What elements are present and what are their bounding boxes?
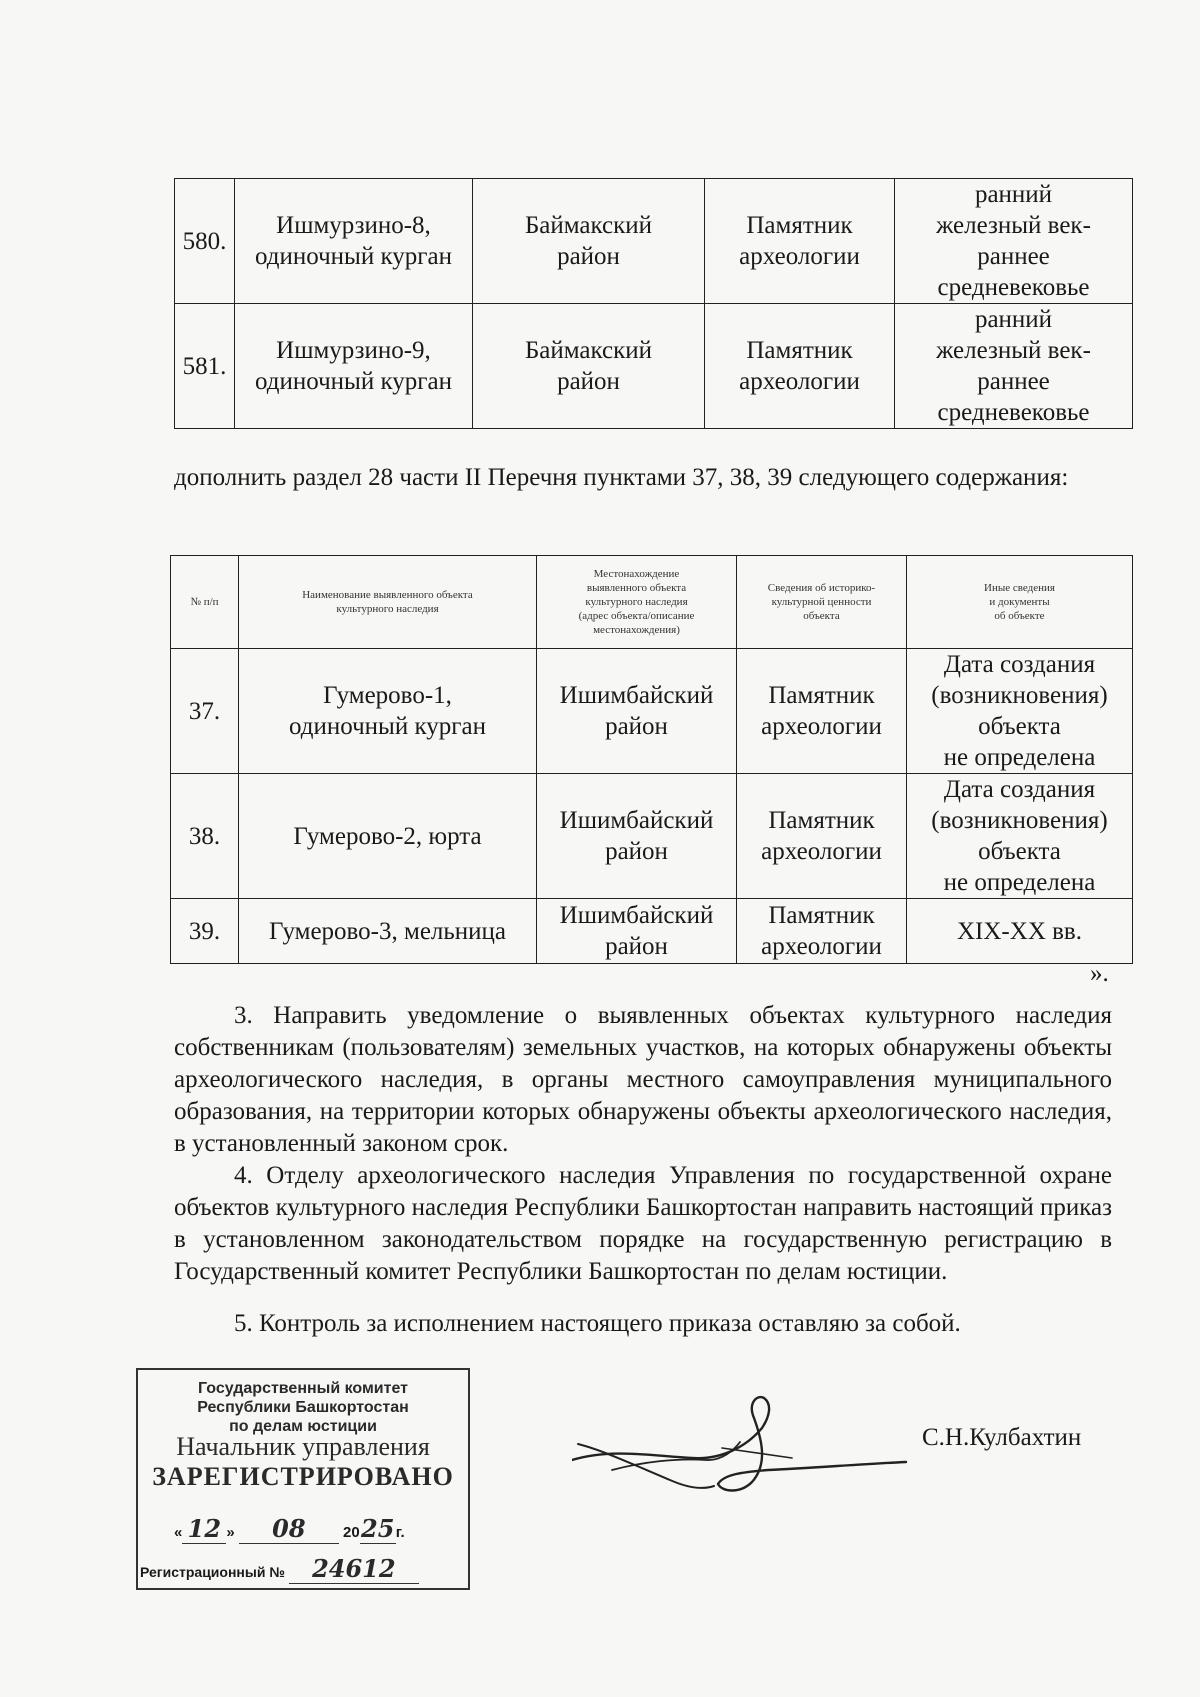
object-location: Баймакский район: [473, 179, 705, 304]
object-category: Памятник археологии: [737, 774, 907, 899]
object-name: Ишмурзино-8, одиночный курган: [235, 179, 473, 304]
stamp-org-line-2: Республики Башкортостан: [197, 1399, 409, 1416]
stamp-org-line-3: по делам юстиции: [229, 1418, 377, 1435]
header-num: № п/п: [171, 556, 239, 649]
object-category: Памятник археологии: [705, 179, 895, 304]
row-number: 37.: [171, 649, 239, 774]
stamp-org-line-1: Государственный комитет: [198, 1380, 408, 1397]
signer-name: С.Н.Кулбахтин: [922, 1424, 1082, 1451]
stamp-chief: Начальник управления: [176, 1432, 430, 1461]
object-name: Гумерово-1, одиночный курган: [239, 649, 537, 774]
table-row: [171, 774, 1133, 899]
object-name: Гумерово-3, мельница: [239, 899, 537, 964]
object-location: Ишимбайский район: [537, 649, 737, 774]
paragraph-3: 3. Направить уведомление о выявленных объектах культурного наследия собственникам (пользователям) земельных участков, на которых обнаружены объекты археологического наследия, в органы местного самоуправления муниципального образования, на территории которых обнаружены объекты археологического наследия, в установленный законом срок.: [174, 1002, 1112, 1157]
table-header-row: [171, 556, 1133, 649]
object-name: Гумерово-2, юрта: [239, 774, 537, 899]
object-info: XIX-XX вв.: [907, 899, 1133, 964]
object-location: Ишимбайский район: [537, 774, 737, 899]
table-row: [171, 899, 1133, 964]
closing-quote: ».: [1090, 960, 1109, 987]
object-location: Ишимбайский район: [537, 899, 737, 964]
stamp-reg-number: 24612: [289, 1554, 419, 1584]
stamp-date: « 12 » 08 2025г.: [174, 1514, 405, 1543]
stamp-registered: ЗАРЕГИСТРИРОВАНО: [152, 1462, 454, 1491]
header-location: Местонахождение выявленного объекта культурного наследия (адрес объекта/описание местонахождения): [537, 556, 737, 649]
stamp-year: 25: [361, 1514, 395, 1543]
stamp-reg-number-row: [140, 1554, 460, 1586]
object-location: Баймакский район: [473, 304, 705, 429]
object-category: Памятник археологии: [705, 304, 895, 429]
paragraph-4: 4. Отделу археологического наследия Управления по государственной охране объектов культурного наследия Республики Башкортостан направить настоящий приказ в установленном законодательством порядке на государственную регистрацию в Государственный комитет Республики Башкортостан по делам юстиции.: [174, 1162, 1112, 1285]
object-category: Памятник археологии: [737, 649, 907, 774]
object-info: Дата создания (возникновения) объекта не определена: [907, 774, 1133, 899]
table-row: [175, 179, 1133, 304]
row-number: 581.: [175, 304, 235, 429]
heritage-table-continued: [174, 178, 1133, 429]
object-category: Памятник археологии: [737, 899, 907, 964]
object-date: ранний железный век- раннее средневековье: [895, 304, 1133, 429]
row-number: 38.: [171, 774, 239, 899]
table-row: [175, 304, 1133, 429]
object-date: ранний железный век- раннее средневековье: [895, 179, 1133, 304]
header-other: Иные сведения и документы об объекте: [907, 556, 1133, 649]
object-info: Дата создания (возникновения) объекта не определена: [907, 649, 1133, 774]
stamp-day: 12: [182, 1514, 226, 1544]
paragraph-5: 5. Контроль за исполнением настоящего приказа оставляю за собой.: [234, 1310, 961, 1337]
heritage-table-new-items: [170, 555, 1133, 964]
header-name: Наименование выявленного объекта культурного наследия: [239, 556, 537, 649]
signature-icon: [572, 1388, 912, 1508]
header-value: Сведения об историко- культурной ценности объекта: [737, 556, 907, 649]
table-row: [171, 649, 1133, 774]
intro-paragraph: дополнить раздел 28 части II Перечня пунктами 37, 38, 39 следующего содержания:: [174, 464, 1069, 491]
stamp-month: 08: [239, 1514, 339, 1544]
row-number: 580.: [175, 179, 235, 304]
row-number: 39.: [171, 899, 239, 964]
stamp-reg-label: Регистрационный №: [140, 1564, 285, 1580]
object-name: Ишмурзино-9, одиночный курган: [235, 304, 473, 429]
registration-stamp: [136, 1368, 470, 1590]
